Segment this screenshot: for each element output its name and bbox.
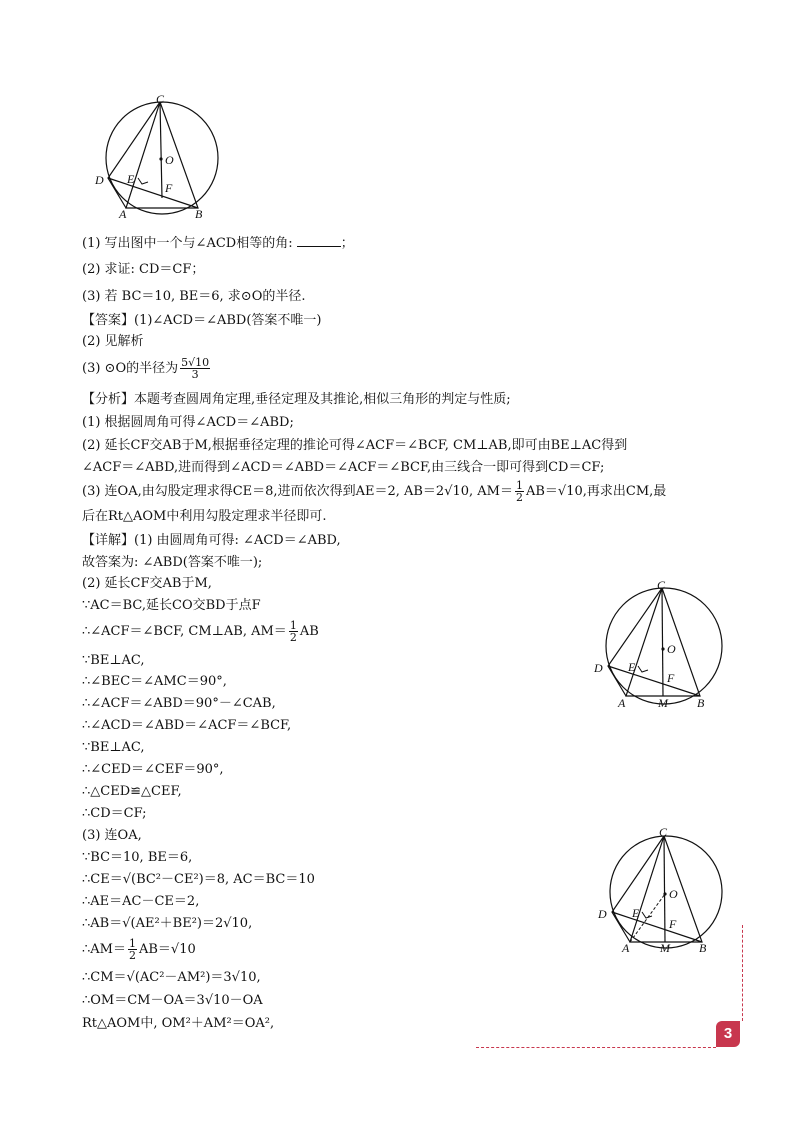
figure-circle-bottom [594,822,724,956]
question-2: (2) 求证: CD＝CF； [82,262,205,277]
page-corner-dash-vertical [742,925,743,1021]
segment-cf [160,102,162,198]
right-angle-mark [642,912,652,918]
solution-line-13: ∴CD＝CF; [82,806,147,821]
label-f: F [667,671,675,685]
solution-line-19: ∴AM＝ $\frac{1}{2}$ AB＝√10 [82,937,196,962]
label-b: B [697,696,705,710]
analysis-line-2: (1) 根据圆周角可得∠ACD＝∠ABD; [82,415,294,430]
label-e: E [632,906,640,920]
label-b: B [699,941,707,955]
chord-cd-da [108,102,160,208]
solution-line-9: ∴∠ACD＝∠ABD＝∠ACF＝∠BCF, [82,718,292,733]
label-m: M [658,696,668,710]
label-c: C [156,92,165,106]
analysis-line-6: 后在Rt△AOM中利用勾股定理求半径即可. [82,509,327,524]
solution-line-22: Rt△AOM中, OM²＋AM²＝OA², [82,1016,275,1031]
circle-o [606,588,722,704]
page-corner-dash-horizontal [476,1047,716,1048]
analysis-line-5: (3) 连OA,由勾股定理求得CE＝8,进而依次得到AE＝2, AB＝2√10, AM＝ $\frac{1}{2}$ AB＝√10,再求出CM,最 [82,479,667,504]
solution-line-7: ∴∠BEC＝∠AMC＝90°, [82,674,227,689]
label-o: O [669,887,678,901]
page-number: 3 [716,1021,740,1047]
solution-line-3: (2) 延长CF交AB于M, [82,576,212,591]
label-m: M [660,941,670,955]
solution-line-15: ∵BC＝10, BE＝6, [82,850,193,865]
answer-2: (2) 见解析 [82,334,144,349]
question-3: (3) 若 BC＝10, BE＝6, 求⊙O的半径. [82,289,306,304]
fraction: $\frac{1}{2}$ [515,479,523,504]
chord-db [108,178,198,208]
solution-line-20: ∴CM＝√(AC²－AM²)＝3√10, [82,970,261,985]
label-a: A [618,696,626,710]
answer-3: (3) ⊙O的半径为 $\frac{5√10}{3}$ [82,356,210,381]
label-f: F [669,917,677,931]
triangle-abc [630,836,702,942]
fraction: $\frac{1}{2}$ [128,937,136,962]
solution-line-21: ∴OM＝CM－OA＝3√10－OA [82,993,263,1008]
center-dot [159,157,162,160]
center-dot [663,892,666,895]
solution-line-6: ∵BE⊥AC, [82,653,145,668]
solution-line-4: ∵AC＝BC,延长CO交BD于点F [82,598,261,613]
solution-line-8: ∴∠ACF＝∠ABD＝90°－∠CAB, [82,696,276,711]
figure-circle-middle [590,576,730,712]
fraction: $\frac{5√10}{3}$ [181,356,210,381]
label-d: D [598,907,607,921]
segment-cm [664,836,665,942]
label-e: E [628,660,636,674]
right-angle-mark [638,666,648,672]
label-a: A [119,207,127,221]
solution-line-16: ∴CE＝√(BC²－CE²)＝8, AC＝BC＝10 [82,872,315,887]
fraction: $\frac{1}{2}$ [289,619,297,644]
figure-circle-top [90,92,230,222]
right-angle-mark [138,178,148,184]
label-d: D [594,661,603,675]
solution-line-17: ∴AE＝AC－CE＝2, [82,894,200,909]
analysis-line-1: 【分析】本题考查圆周角定理,垂径定理及其推论,相似三角形的判定与性质; [82,392,511,407]
solution-line-12: ∴△CED≌△CEF, [82,784,182,799]
solution-line-14: (3) 连OA, [82,828,142,843]
center-dot [661,647,664,650]
solution-line-11: ∴∠CED＝∠CEF＝90°, [82,762,224,777]
solution-line-10: ∵BE⊥AC, [82,740,145,755]
solution-line-18: ∴AB＝√(AE²＋BE²)＝2√10, [82,916,253,931]
label-o: O [165,153,174,167]
analysis-line-3: (2) 延长CF交AB于M,根据垂径定理的推论可得∠ACF＝∠BCF, CM⊥AB,即可由BE⊥AC得到 [82,438,628,453]
question-1: (1) 写出图中一个与∠ACD相等的角: ； [82,236,354,251]
label-c: C [657,578,666,592]
label-f: F [165,181,173,195]
analysis-line-4: ∠ACF＝∠ABD,进而得到∠ACD＝∠ABD＝∠ACF＝∠BCF,由三线合一即可得到CD＝CF; [82,460,605,475]
label-b: B [195,207,203,221]
solution-line-5: ∴∠ACF＝∠BCF, CM⊥AB, AM＝ $\frac{1}{2}$ AB [82,619,319,644]
answer-1: 【答案】(1)∠ACD＝∠ABD(答案不唯一) [82,313,322,328]
chord-cd-da [608,588,662,696]
solution-line-1: 【详解】(1) 由圆周角可得: ∠ACD＝∠ABD, [82,533,341,548]
solution-line-2: 故答案为: ∠ABD(答案不唯一); [82,555,263,570]
label-e: E [127,172,135,186]
label-o: O [667,642,676,656]
circle-o [610,836,722,948]
label-a: A [622,941,630,955]
chord-cd-da [612,836,664,942]
label-d: D [95,173,104,187]
chord-db [608,666,700,696]
chord-db [612,912,702,942]
answer-blank [297,236,341,247]
segment-cm [662,588,663,696]
label-c: C [659,825,668,839]
